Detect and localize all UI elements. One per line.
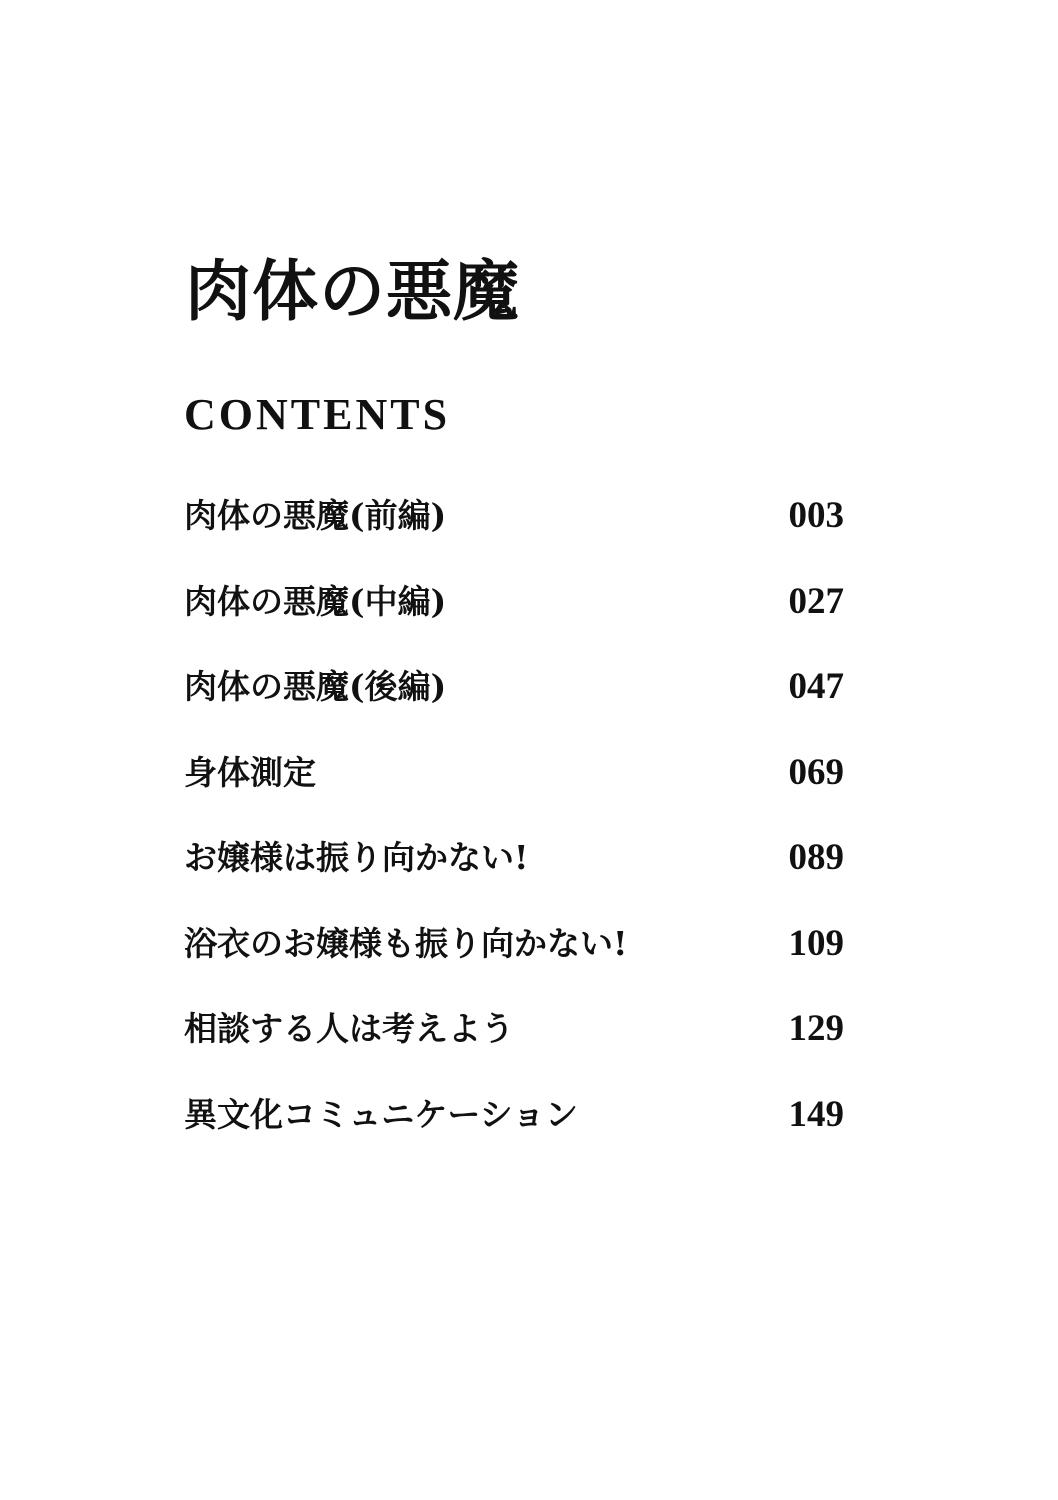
toc-entry[interactable] [184, 920, 844, 1006]
toc-entry-page: 129 [788, 1008, 844, 1049]
toc-entry-page: 089 [788, 837, 844, 878]
toc-entry-page: 069 [788, 751, 844, 793]
toc-entry-title: お嬢様は振り向かない! [184, 838, 529, 877]
toc-entry[interactable] [184, 749, 844, 835]
contents-heading: CONTENTS [184, 390, 451, 439]
toc-entry[interactable] [184, 663, 844, 749]
toc-entry-title: 身体測定 [184, 752, 316, 792]
toc-entry-page: 027 [788, 580, 844, 622]
toc-entry-page: 149 [788, 1093, 844, 1135]
toc-entry-title: 肉体の悪魔(中編) [184, 581, 447, 621]
toc-entry-page: 047 [788, 666, 844, 707]
toc-entry-page: 109 [788, 922, 844, 964]
toc-entry-title: 浴衣のお嬢様も振り向かない! [184, 923, 628, 963]
toc-entry[interactable] [184, 834, 844, 920]
toc-entry[interactable] [184, 1091, 844, 1177]
toc-entry-page: 003 [788, 495, 844, 536]
toc-entry-title: 肉体の悪魔(後編) [184, 667, 447, 706]
toc-entry-title: 相談する人は考えよう [184, 1009, 514, 1048]
toc-entry[interactable] [184, 492, 844, 578]
table-of-contents [184, 492, 844, 1176]
page-title: 肉体の悪魔 [185, 252, 520, 330]
toc-entry-title: 異文化コミュニケーション [184, 1094, 579, 1134]
toc-entry-title: 肉体の悪魔(前編) [184, 496, 447, 535]
toc-entry[interactable] [184, 578, 844, 664]
toc-entry[interactable] [184, 1005, 844, 1091]
